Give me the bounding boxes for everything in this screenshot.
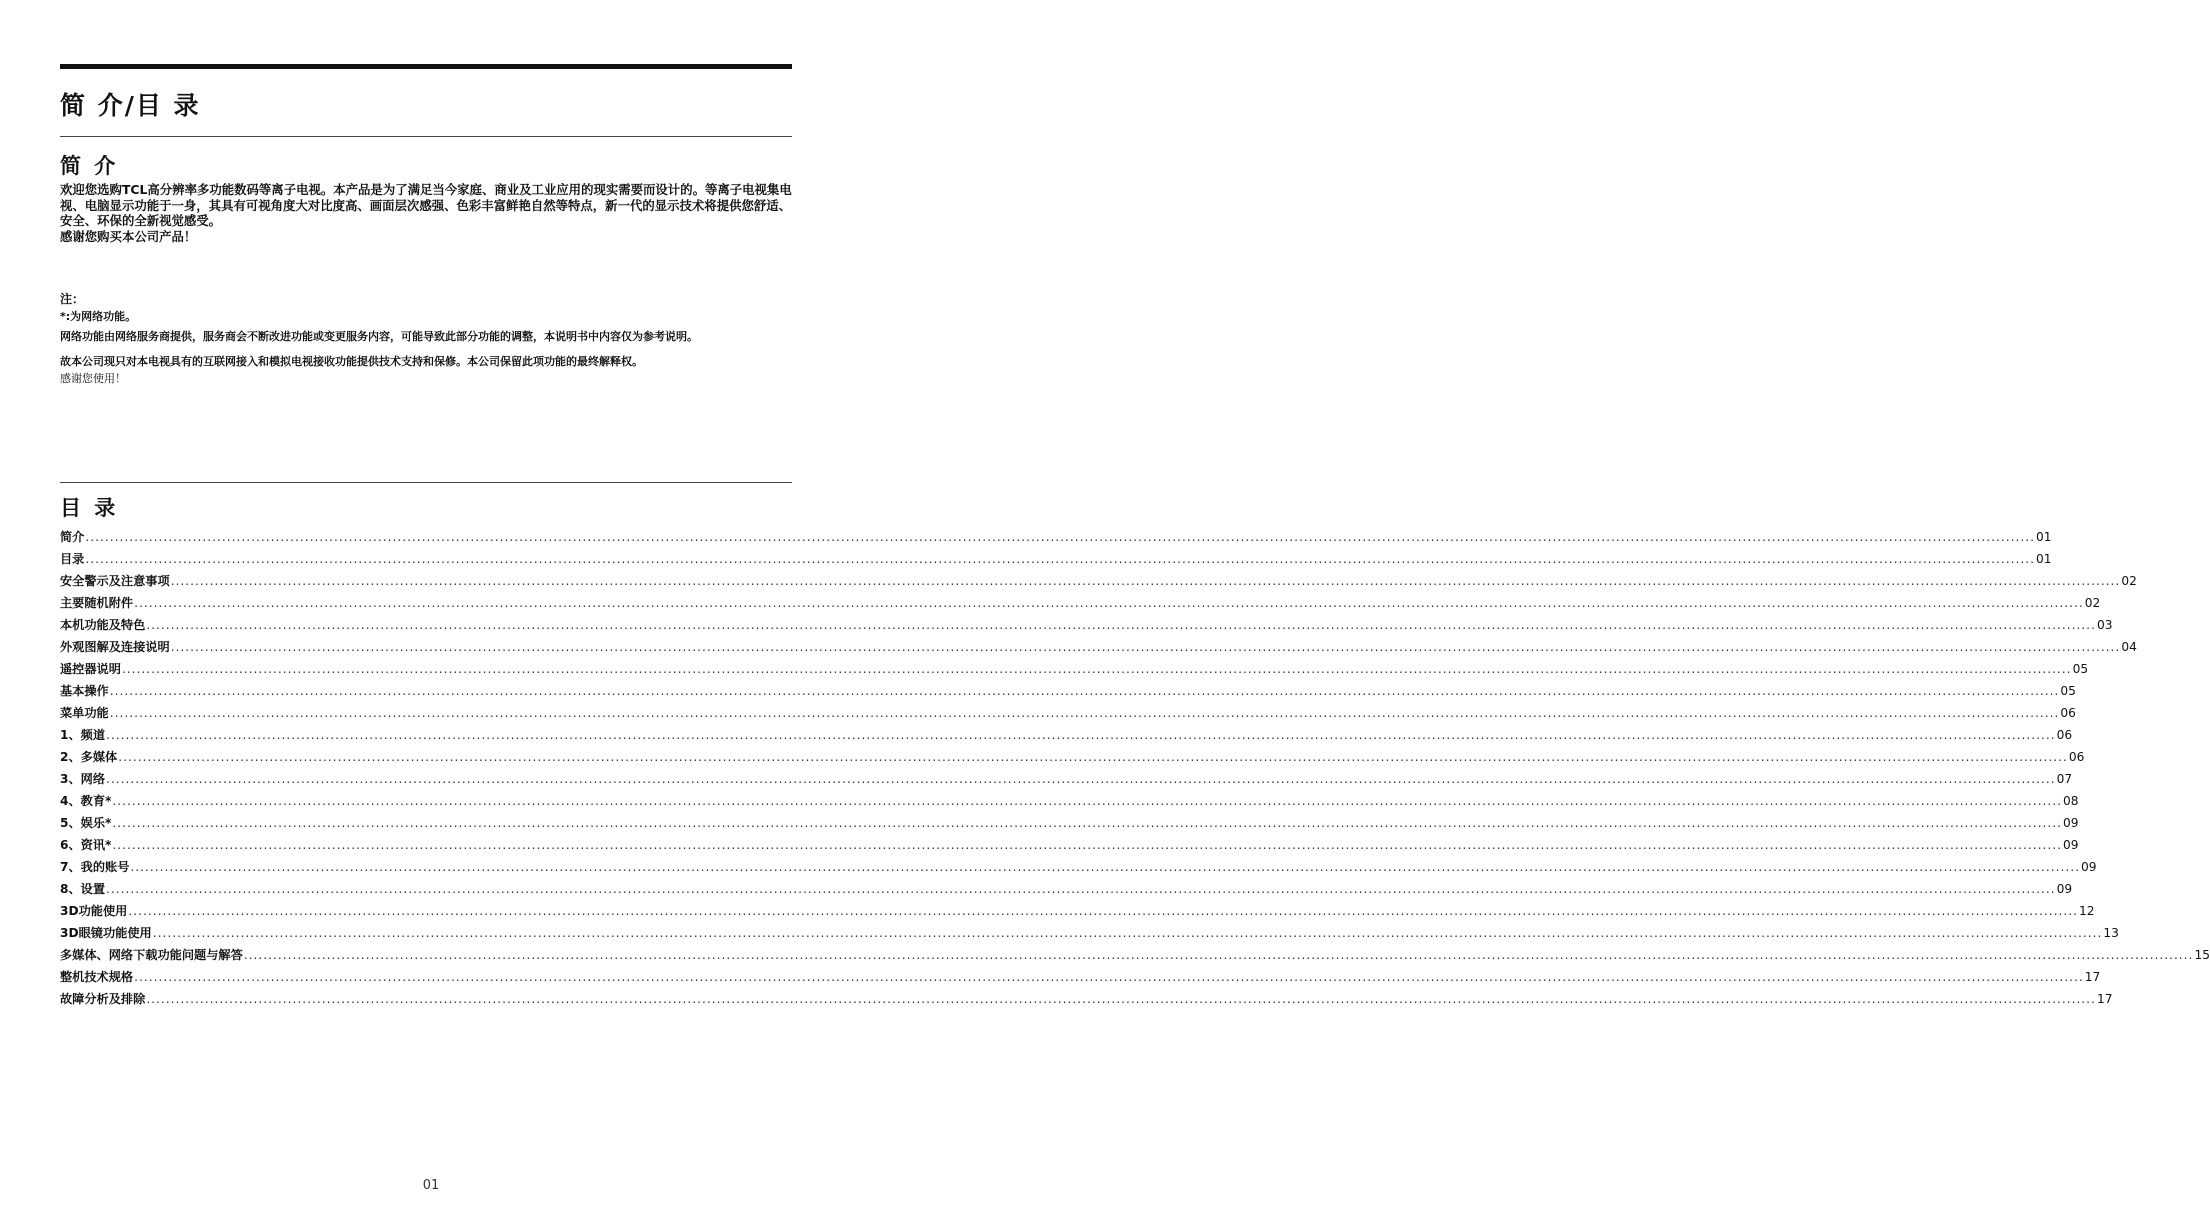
toc-entry[interactable]	[60, 880, 2073, 902]
toc-entry[interactable]	[60, 924, 2119, 946]
toc-entry-page: 08	[2063, 794, 2079, 808]
toc-leader-dots: ................................................................................................................................................................................................................................................................................................................................................................................................................	[152, 926, 2103, 940]
toc-leader-dots: ................................................................................................................................................................................................................................................................................................................................................................................................................	[243, 948, 2194, 962]
intro-paragraph: 欢迎您选购TCL高分辨率多功能数码等离子电视。本产品是为了满足当今家庭、商业及工业应用的现实需要而设计的。等离子电视集电视、电脑显示功能于一身，其具有可视角度大对比度高、画面层次感强、色彩丰富鲜艳自然等特点，新一代的显示技术将提供您舒适、安全、环保的全新视觉感受。	[60, 182, 792, 228]
note-item: 网络功能由网络服务商提供，服务商会不断改进功能或变更服务内容，可能导致此部分功能的调整，本说明书中内容仅为参考说明。	[60, 330, 698, 343]
toc-entry-label: 7、我的账号	[60, 860, 130, 874]
toc-leader-dots: ................................................................................................................................................................................................................................................................................................................................................................................................................	[134, 970, 2084, 984]
top-rule	[60, 64, 792, 69]
toc-entry-label: 简介	[60, 530, 85, 544]
toc-entry-page: 03	[2096, 618, 2113, 632]
toc-leader-dots: ................................................................................................................................................................................................................................................................................................................................................................................................................	[112, 816, 2063, 830]
toc-leader-dots: ................................................................................................................................................................................................................................................................................................................................................................................................................	[146, 618, 2096, 632]
toc-entry-label: 5、娱乐*	[60, 816, 112, 830]
table-of-contents	[60, 528, 2210, 1012]
toc-entry-label: 3D功能使用	[60, 904, 128, 918]
toc-entry-page: 05	[2072, 662, 2089, 676]
toc-entry-page: 09	[2081, 860, 2097, 874]
toc-divider	[60, 482, 792, 483]
toc-entry[interactable]	[60, 616, 2113, 638]
toc-leader-dots: ................................................................................................................................................................................................................................................................................................................................................................................................................	[118, 750, 2068, 764]
toc-entry[interactable]	[60, 660, 2089, 682]
toc-entry[interactable]	[60, 638, 2137, 660]
note-item: *:为网络功能。	[60, 310, 137, 323]
title-divider	[60, 136, 792, 137]
toc-entry-page: 07	[2056, 772, 2073, 786]
toc-heading: 目 录	[60, 496, 119, 520]
toc-leader-dots: ................................................................................................................................................................................................................................................................................................................................................................................................................	[146, 992, 2096, 1006]
note-item: 故本公司现只对本电视具有的互联网接入和模拟电视接收功能提供技术支持和保修。本公司保留此项功能的最终解释权。	[60, 355, 643, 368]
toc-entry-label: 遥控器说明	[60, 662, 121, 676]
toc-entry-label: 8、设置	[60, 882, 106, 896]
toc-entry[interactable]	[60, 572, 2137, 594]
toc-entry-page: 17	[2096, 992, 2113, 1006]
toc-entry-page: 06	[2060, 706, 2076, 720]
intro-thanks: 感谢您购买本公司产品！	[60, 228, 197, 244]
note-label: 注：	[60, 292, 85, 306]
toc-entry[interactable]	[60, 792, 2079, 814]
toc-leader-dots: ................................................................................................................................................................................................................................................................................................................................................................................................................	[112, 794, 2063, 808]
notes-block	[60, 291, 794, 387]
toc-entry-page: 05	[2060, 684, 2076, 698]
toc-entry-label: 1、频道	[60, 728, 106, 742]
toc-leader-dots: ................................................................................................................................................................................................................................................................................................................................................................................................................	[130, 860, 2081, 874]
toc-entry-page: 01	[2036, 530, 2052, 544]
toc-entry-page: 09	[2056, 882, 2073, 896]
toc-leader-dots: ................................................................................................................................................................................................................................................................................................................................................................................................................	[128, 904, 2078, 918]
toc-entry-label: 主要随机附件	[60, 596, 134, 610]
toc-leader-dots: ................................................................................................................................................................................................................................................................................................................................................................................................................	[170, 640, 2121, 654]
toc-entry-page: 04	[2121, 640, 2137, 654]
toc-entry-label: 安全警示及注意事项	[60, 574, 170, 588]
toc-leader-dots: ................................................................................................................................................................................................................................................................................................................................................................................................................	[170, 574, 2121, 588]
note-item: 感谢您使用！	[60, 372, 126, 385]
toc-entry-page: 06	[2068, 750, 2085, 764]
toc-entry-label: 6、资讯*	[60, 838, 112, 852]
toc-entry[interactable]	[60, 682, 2076, 704]
toc-leader-dots: ................................................................................................................................................................................................................................................................................................................................................................................................................	[85, 530, 2035, 544]
toc-entry-page: 09	[2063, 816, 2079, 830]
toc-entry-label: 本机功能及特色	[60, 618, 146, 632]
toc-entry[interactable]	[60, 748, 2085, 770]
toc-entry-label: 外观图解及连接说明	[60, 640, 170, 654]
toc-entry-label: 故障分析及排除	[60, 992, 146, 1006]
intro-text	[60, 182, 794, 244]
toc-entry-label: 2、多媒体	[60, 750, 118, 764]
page-number: 01	[422, 1178, 440, 1193]
toc-entry-page: 13	[2103, 926, 2119, 940]
toc-entry-label: 目录	[60, 552, 85, 566]
toc-entry[interactable]	[60, 836, 2079, 858]
toc-entry-label: 整机技术规格	[60, 970, 134, 984]
toc-leader-dots: ................................................................................................................................................................................................................................................................................................................................................................................................................	[134, 596, 2084, 610]
toc-leader-dots: ................................................................................................................................................................................................................................................................................................................................................................................................................	[85, 552, 2035, 566]
toc-entry-page: 02	[2084, 596, 2101, 610]
toc-entry-label: 菜单功能	[60, 706, 109, 720]
toc-entry[interactable]	[60, 594, 2101, 616]
toc-leader-dots: ................................................................................................................................................................................................................................................................................................................................................................................................................	[106, 882, 2056, 896]
toc-entry[interactable]	[60, 968, 2101, 990]
toc-entry[interactable]	[60, 990, 2113, 1012]
toc-entry[interactable]	[60, 814, 2079, 836]
toc-entry[interactable]	[60, 528, 2052, 550]
toc-entry-label: 基本操作	[60, 684, 109, 698]
toc-entry-page: 17	[2084, 970, 2101, 984]
page-title: 简 介/目 录	[60, 91, 201, 120]
toc-entry-page: 09	[2063, 838, 2079, 852]
toc-entry-label: 4、教育*	[60, 794, 112, 808]
toc-entry[interactable]	[60, 770, 2073, 792]
toc-entry-page: 02	[2121, 574, 2137, 588]
toc-entry[interactable]	[60, 946, 2210, 968]
toc-entry-page: 06	[2056, 728, 2073, 742]
toc-leader-dots: ................................................................................................................................................................................................................................................................................................................................................................................................................	[106, 772, 2056, 786]
intro-heading: 简 介	[60, 154, 119, 178]
toc-entry-page: 12	[2078, 904, 2095, 918]
toc-leader-dots: ................................................................................................................................................................................................................................................................................................................................................................................................................	[121, 662, 2072, 676]
toc-entry-label: 3D眼镜功能使用	[60, 926, 152, 940]
toc-leader-dots: ................................................................................................................................................................................................................................................................................................................................................................................................................	[112, 838, 2063, 852]
toc-entry[interactable]	[60, 704, 2076, 726]
toc-entry-label: 3、网络	[60, 772, 106, 786]
toc-entry-label: 多媒体、网络下载功能问题与解答	[60, 948, 243, 962]
toc-leader-dots: ................................................................................................................................................................................................................................................................................................................................................................................................................	[109, 684, 2060, 698]
toc-entry-page: 15	[2194, 948, 2210, 962]
toc-entry[interactable]	[60, 726, 2073, 748]
toc-entry[interactable]	[60, 902, 2095, 924]
toc-entry[interactable]	[60, 858, 2097, 880]
toc-leader-dots: ................................................................................................................................................................................................................................................................................................................................................................................................................	[109, 706, 2060, 720]
toc-entry[interactable]	[60, 550, 2052, 572]
toc-leader-dots: ................................................................................................................................................................................................................................................................................................................................................................................................................	[106, 728, 2056, 742]
toc-entry-page: 01	[2036, 552, 2052, 566]
